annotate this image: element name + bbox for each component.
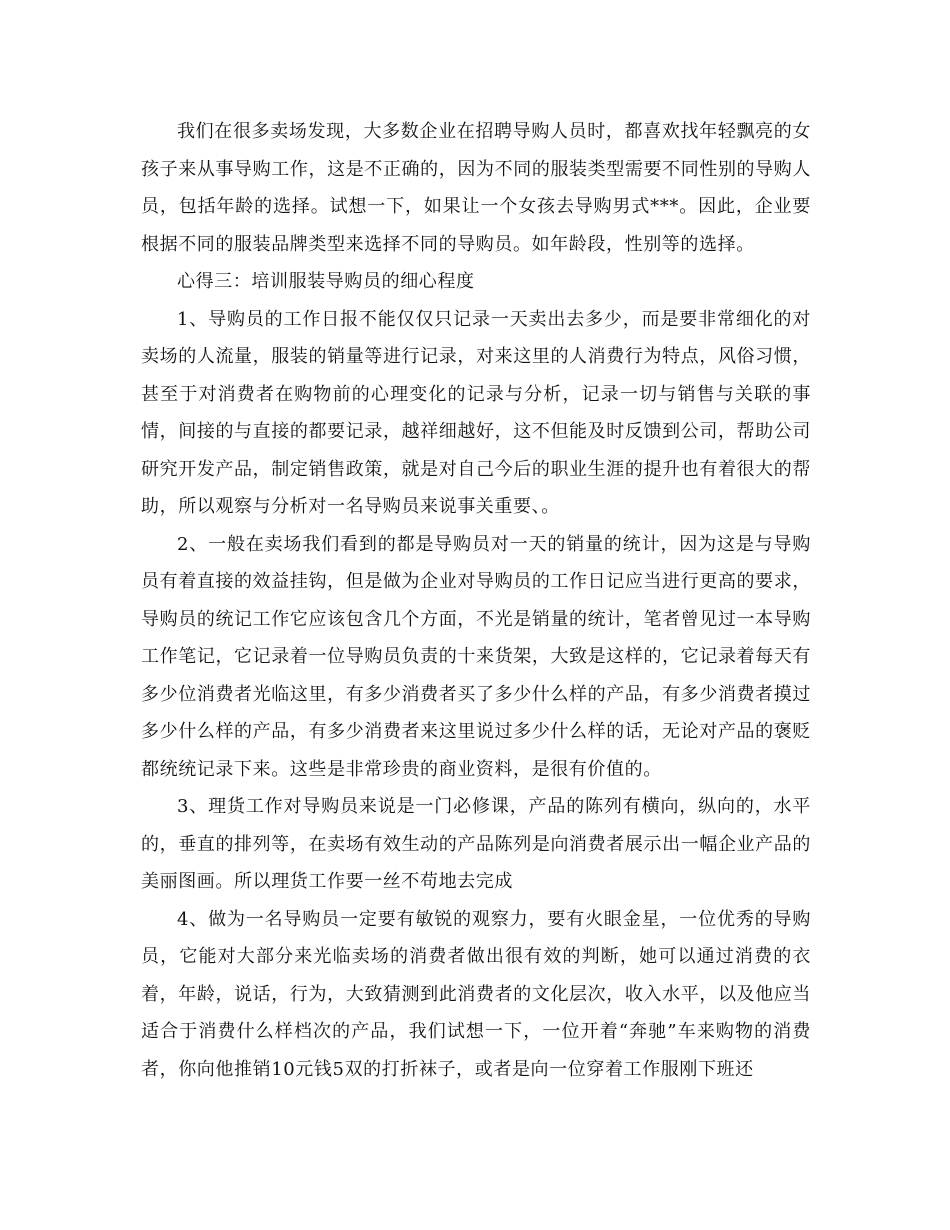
paragraph-point-1: 1、导购员的工作日报不能仅仅只记录一天卖出去多少，而是要非常细化的对卖场的人流量，服装的销量等进行记录，对来这里的人消费行为特点，风俗习惯，甚至于对消费者在购物前的心理变化的记录与分析，记录一切与销售与关联的事情，间接的与直接的都要记录，越祥细越好，这不但能及时反馈到公司，帮助公司研究开发产品，制定销售政策，就是对自己今后的职业生涯的提升也有着很大的帮助，所以观察与分析对一名导购员来说事关重要、。 [141, 308, 811, 517]
paragraph-intro: 我们在很多卖场发现，大多数企业在招聘导购人员时，都喜欢找年轻飘亮的女孩子来从事导购工作，这是不正确的，因为不同的服装类型需要不同性别的导购人员，包括年龄的选择。试想一下，如果让一个女孩去导购男式***。因此，企业要根据不同的服装品牌类型来选择不同的导购员。如年龄段，性别等的选择。 [141, 121, 811, 255]
paragraph-point-2: 2、一般在卖场我们看到的都是导购员对一天的销量的统计，因为这是与导购员有着直接的效益挂钩，但是做为企业对导购员的工作日记应当进行更高的要求，导购员的统记工作它应该包含几个方面，不光是销量的统计，笔者曾见过一本导购工作笔记，它记录着一位导购员负责的十来货架，大致是这样的，它记录着每天有多少位消费者光临这里，有多少消费者买了多少什么样的产品，有多少消费者摸过多少什么样的产品，有多少消费者来这里说过多少什么样的话，无论对产品的褒贬都统统记录下来。这些是非常珍贵的商业资料，是很有价值的。 [141, 533, 811, 780]
paragraph-point-3: 3、理货工作对导购员来说是一门必修课，产品的陈列有横向，纵向的，水平的，垂直的排列等，在卖场有效生动的产品陈列是向消费者展示出一幅企业产品的美丽图画。所以理货工作要一丝不苟地去完成 [141, 796, 811, 892]
section-heading: 心得三：培训服装导购员的细心程度 [177, 271, 475, 292]
document-body [141, 113, 811, 1088]
paragraph-point-4: 4、做为一名导购员一定要有敏锐的观察力，要有火眼金星，一位优秀的导购员，它能对大部分来光临卖场的消费者做出很有效的判断，她可以通过消费的衣着，年龄，说话，行为，大致猜测到此消费者的文化层次，收入水平，以及他应当适合于消费什么样档次的产品，我们试想一下，一位开着“奔驰”车来购物的消费者，你向他推销10元钱5双的打折袜子，或者是向一位穿着工作服刚下班还 [141, 908, 811, 1080]
